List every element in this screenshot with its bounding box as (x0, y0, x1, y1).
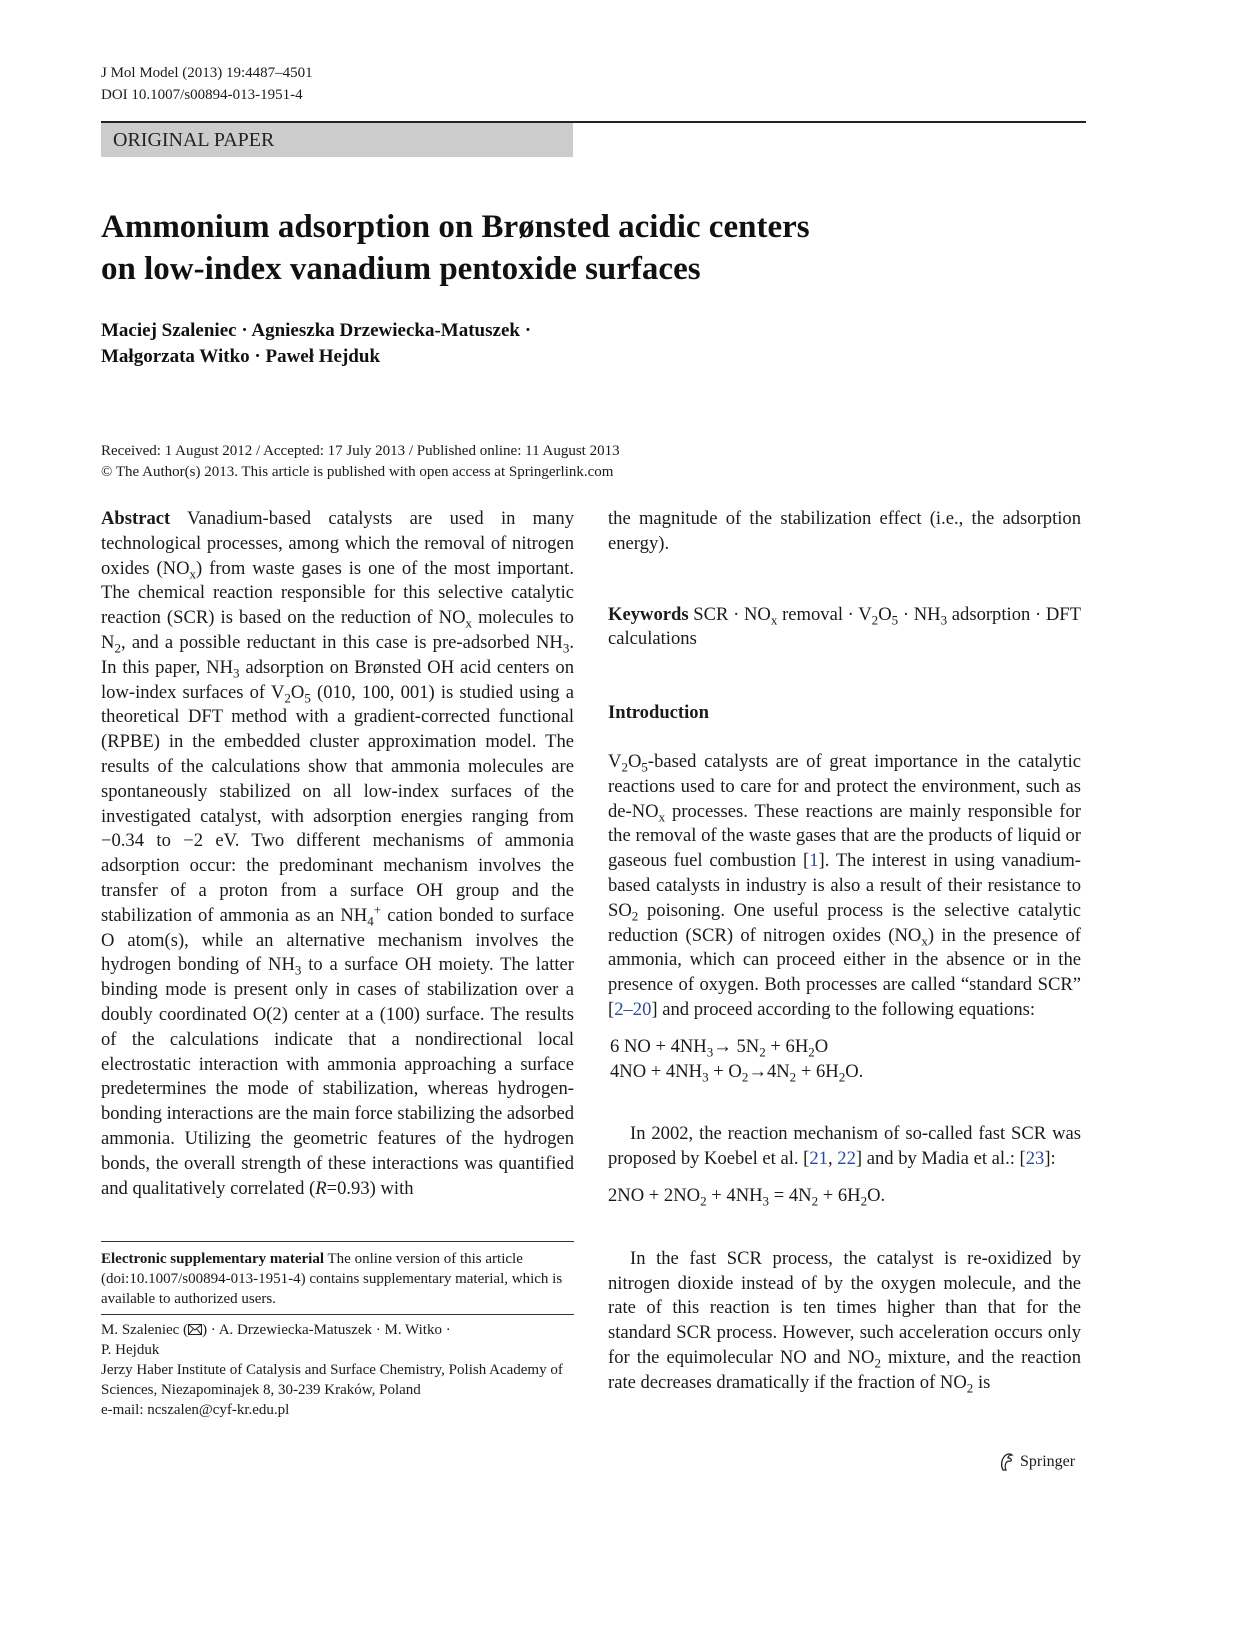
abstract-paragraph: Abstract Vanadium-based catalysts are used in many technological processes, among which the removal of nitrogen oxides $(NO_x)$ from waste gases is one of the most important. The chemical reaction responsible for this selective catalytic reaction (SCR) is based on the reduction of $NO_x$ molecules to $N_2$, and a possible reductant in this case is pre-adsorbed $NH_3$. In this paper, $NH_3$ adsorption on Brønsted OH acid centers on low-index surfaces of $V_2O_5$ (010, 100, 001) is studied using a theoretical DFT method with a gradient-corrected functional (RPBE) in the embedded cluster approximation model. The results of the calculations show that ammonia molecules are spontaneously stabilized on all low-index surfaces of the investigated catalyst, with adsorption energies ranging from −0.34 to −2 eV. Two different mechanisms of ammonia adsorption occur: the predominant mechanism involves the transfer of a proton from a surface OH group and the stabilization of ammonia as an $NH_4^+$ cation bonded to surface O atom(s), while an alternative mechanism involves the hydrogen bonding of $NH_3$ to a surface OH moiety. The latter binding mode is present only in cases of stabilization over a doubly coordinated O(2) center at a (100) surface. The results of the calculations indicate that a nondirectional local electrostatic interaction with ammonia approaching a surface predetermines the mode of stabilization, whereas hydrogen-bonding interactions are the main force stabilizing the adsorbed ammonia. Utilizing the geometric features of the hydrogen bonds, the overall strength of these interactions was quantified and qualitatively correlated (R=0.93) with (101, 508, 575, 1199)
introduction-heading: Introduction (608, 702, 709, 724)
title-line-1: Ammonium adsorption on Brønsted acidic centers (101, 209, 810, 245)
citation-link[interactable]: 23 (1025, 1148, 1045, 1170)
abstract-label: Abstract (101, 508, 171, 529)
right-column (608, 507, 1081, 1396)
authors-line-1: Maciej Szaleniec · Agnieszka Drzewiecka-Matuszek · (101, 320, 532, 341)
dates-line: Received: 1 August 2012 / Accepted: 17 July 2013 / Published online: 11 August 2013 (101, 443, 620, 459)
equation-1: 6 NO + $4NH_3\to 5N_2 + 6H_2O$ (610, 1035, 829, 1060)
copyright-icon: © (101, 464, 113, 480)
abstract-continuation: the magnitude of the stabilization effect (i.e., the adsorption energy). (608, 508, 1081, 554)
equation-3: $2NO + 2NO_2 + 4NH_3 = 4N_2 + 6H_2O$. (608, 1184, 886, 1209)
affiliation-block (101, 1320, 574, 1420)
envelope-icon (188, 1324, 202, 1335)
doi-line: DOI 10.1007/s00894-013-1951-4 (101, 87, 303, 103)
springer-horse-icon (998, 1452, 1016, 1472)
affiliation-authors: M. Szaleniec ( ) · A. Drzewiecka-Matuszek · M. Witko · (101, 1322, 451, 1338)
intro-paragraph-3: In the fast SCR process, the catalyst is re-oxidized by nitrogen dioxide instead of by the oxygen molecule, and the rate of this reaction is ten times higher than that for the standard SCR process. However, such acceleration occurs only for the equimolecular NO and $NO_2$ mixture, and the reaction rate decreases dramatically if the fraction of $NO_2$ is (608, 1247, 1081, 1396)
citation-link[interactable]: 1 (809, 850, 819, 872)
supplementary-rule (101, 1241, 574, 1242)
publisher-name: Springer (1020, 1453, 1076, 1470)
contact-email[interactable]: e-mail: ncszalen@cyf-kr.edu.pl (101, 1402, 290, 1418)
intro-paragraph-2: In 2002, the reaction mechanism of so-called fast SCR was proposed by Koebel et al. [21, 22] and by Madia et al.: [23]: (608, 1123, 1081, 1170)
title-line-2: on low-index vanadium pentoxide surfaces (101, 251, 701, 287)
copyright-line: © The Author(s) 2013. This article is published with open access at Springerlink.com (101, 464, 614, 480)
supplementary-note: Electronic supplementary material The online version of this article (doi:10.1007/s00894-013-1951-4) contains supplementary material, which is available to authorized users. (101, 1251, 563, 1307)
affiliation-authors-cont: P. Hejduk (101, 1342, 160, 1358)
affiliation-rule (101, 1314, 574, 1315)
paper-title (101, 206, 1001, 290)
citation-link[interactable]: 21 (809, 1148, 828, 1170)
publication-dates (101, 441, 901, 483)
citation-link[interactable]: 2–20 (614, 998, 652, 1020)
keywords-label: Keywords (608, 603, 689, 625)
equation-2: $4NO + 4NH_3 + O_2\to 4N_2 + 6H_2O$. (610, 1060, 864, 1085)
paper-type-banner: ORIGINAL PAPER (101, 123, 573, 157)
author-list (101, 318, 801, 370)
intro-paragraph-1: $V_2O_5$-based catalysts are of great importance in the catalytic reactions used to care for and protect the environment, such as $de-NO_x$ processes. These reactions are mainly responsible for the removal of the waste gases that are the products of liquid or gaseous fuel combustion [1]. The interest in using vanadium-based catalysts in industry is also a result of their resistance to $SO_2$ poisoning. One useful process is the selective catalytic reduction (SCR) of nitrogen oxides $(NO_x)$ in the presence of ammonia, which can proceed either in the absence or in the presence of oxygen. Both processes are called “standard SCR” [2–20] and proceed according to the following equations: (608, 750, 1082, 1020)
supplementary-label: Electronic supplementary material (101, 1251, 325, 1267)
journal-citation: J Mol Model (2013) 19:4487–4501 (101, 65, 313, 81)
publisher-logo (998, 1451, 1075, 1473)
authors-line-2: Małgorzata Witko · Paweł Hejduk (101, 346, 381, 367)
keywords-line: Keywords SCR · $NO_x$ removal · $V_2O_5 \cdot NH_3$ adsorption · DFT calculations (608, 603, 1081, 650)
citation-link[interactable]: 22 (837, 1148, 856, 1170)
institute-address: Jerzy Haber Institute of Catalysis and Surface Chemistry, Polish Academy of Sciences, Niezapominajek 8, 30-239 Kraków, Poland (101, 1362, 563, 1398)
left-column (101, 507, 574, 1201)
